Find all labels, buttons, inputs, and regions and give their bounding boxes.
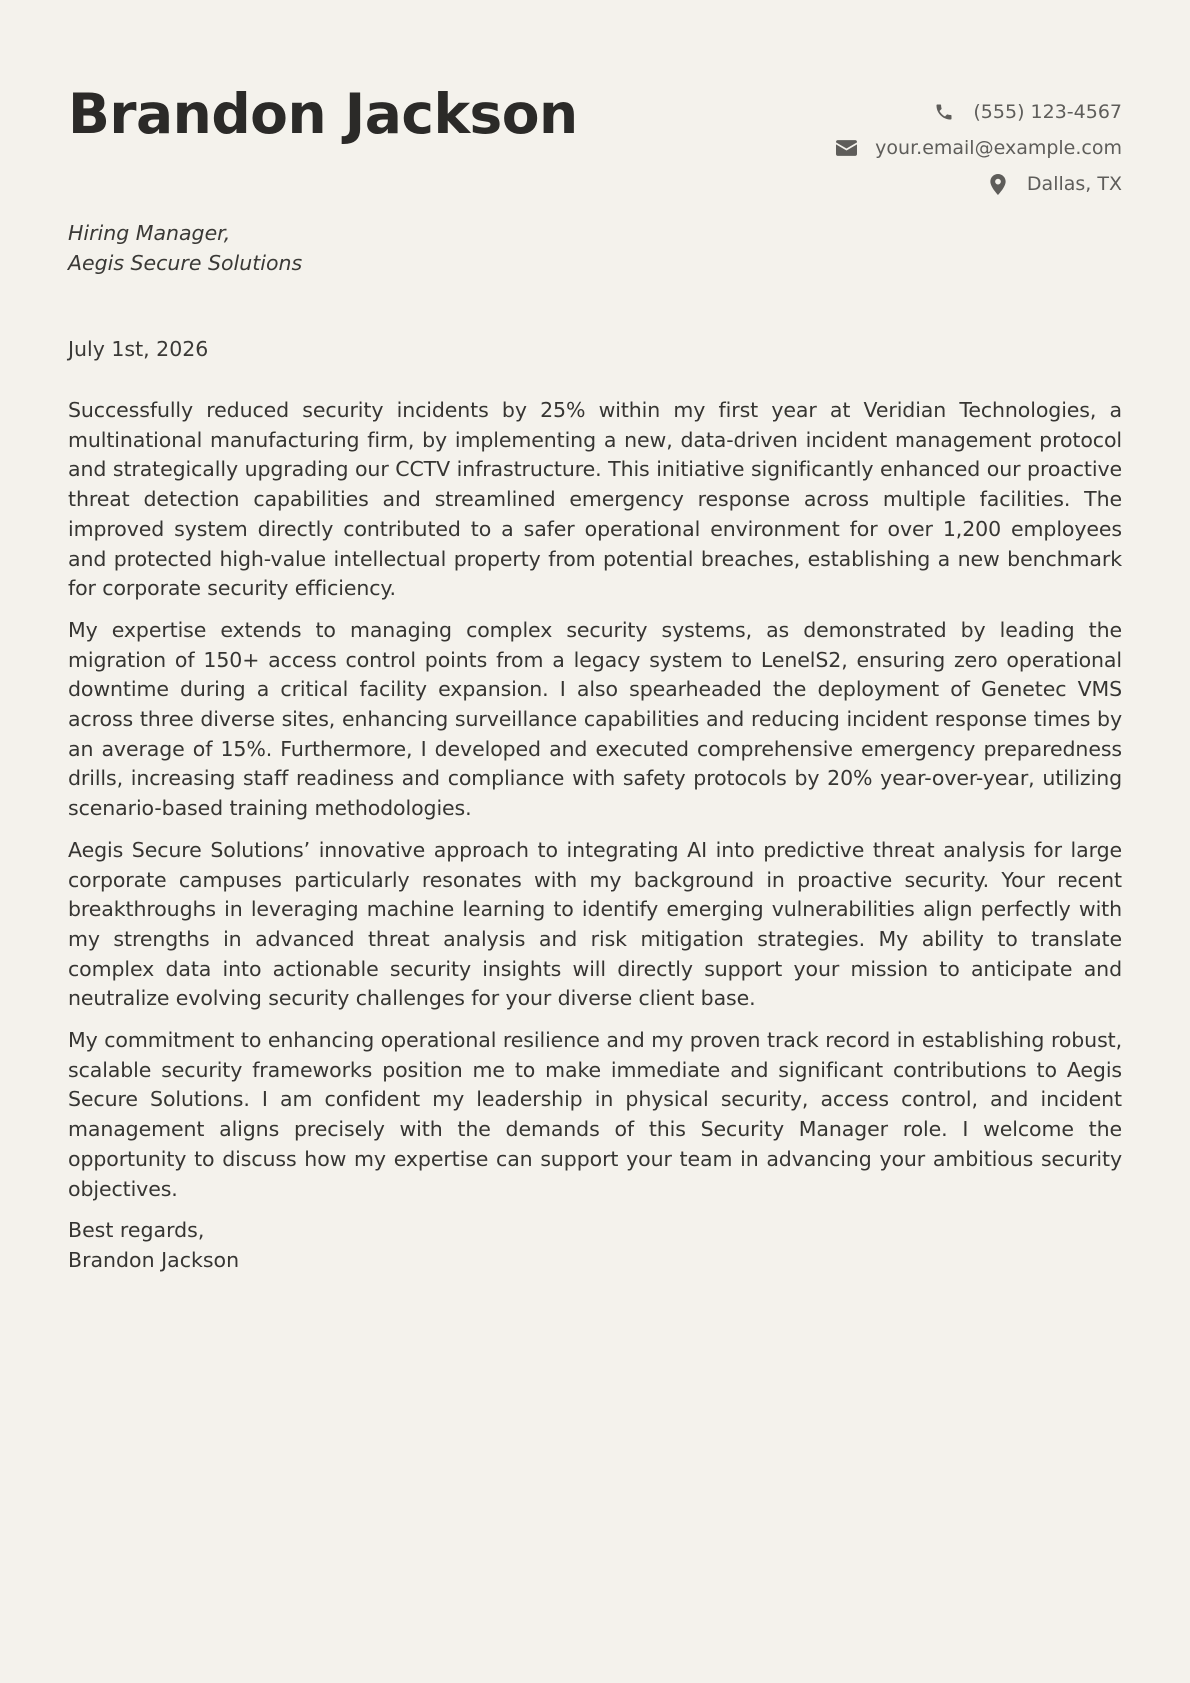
contact-info: [835, 94, 1122, 202]
email-text: your.email@example.com: [875, 137, 1122, 159]
phone-icon: [933, 101, 955, 123]
contact-phone: [835, 94, 1122, 130]
envelope-icon: [835, 137, 857, 159]
body-paragraph: My expertise extends to managing complex security systems, as demonstrated by leading the migration of 150+ access control points from a legacy system to LenelS2, ensuring zero operational downtime during a critical facility expansion. I also spearheaded the deployment of Genetec VMS across three diverse sites, enhancing surveillance capabilities and reducing incident response times by an average of 15%. Furthermore, I developed and executed comprehensive emergency preparedness drills, increasing staff readiness and compliance with safety protocols by 20% year-over-year, utilizing scenario-based training methodologies.: [68, 617, 1122, 821]
recipient-block: [68, 218, 302, 278]
signature-name: Brandon Jackson: [68, 1247, 240, 1272]
applicant-name: Brandon Jackson: [68, 82, 578, 146]
closing-salutation: Best regards,: [68, 1218, 205, 1243]
cover-letter-page: [68, 0, 1122, 1272]
letter-header: [68, 0, 1122, 205]
body-paragraph: My commitment to enhancing operational resilience and my proven track record in establishing robust, scalable security frameworks position me to make immediate and significant contributions to Aegis Secure Solutions. I am confident my leadership in physical security, access control, and incident management aligns precisely with the demands of this Security Manager role. I welcome the opportunity to discuss how my expertise can support your team in advancing your ambitious security objectives.: [68, 1028, 1122, 1201]
recipient-title: Hiring Manager,: [68, 221, 231, 245]
contact-location: [835, 166, 1122, 202]
body-paragraph: Successfully reduced security incidents by 25% within my first year at Veridian Technologies, a multinational manufacturing firm, by implementing a new, data-driven incident management protocol and strategically upgrading our CCTV infrastructure. This initiative significantly enhanced our proactive threat detection capabilities and streamlined emergency response across multiple facilities. The improved system directly contributed to a safer operational environment for over 1,200 employees and protected high-value intellectual property from potential breaches, establishing a new benchmark for corporate security efficiency.: [68, 398, 1122, 601]
map-pin-icon: [987, 173, 1009, 195]
closing-block: [68, 1216, 1122, 1275]
location-text: Dallas, TX: [1026, 173, 1122, 195]
letter-date: July 1st, 2026: [68, 337, 209, 361]
letter-body: [68, 396, 1122, 1276]
body-paragraph: Aegis Secure Solutions’ innovative approach to integrating AI into predictive threat analysis for large corporate campuses particularly resonates with my background in proactive security. Your recent breakthroughs in leveraging machine learning to identify emerging vulnerabilities align perfectly with my strengths in advanced threat analysis and risk mitigation strategies. My ability to translate complex data into actionable security insights will directly support your mission to anticipate and neutralize evolving security challenges for your diverse client base.: [68, 837, 1122, 1011]
recipient-company: Aegis Secure Solutions: [68, 251, 303, 275]
contact-email: [835, 130, 1122, 166]
phone-text: (555) 123-4567: [973, 101, 1122, 123]
